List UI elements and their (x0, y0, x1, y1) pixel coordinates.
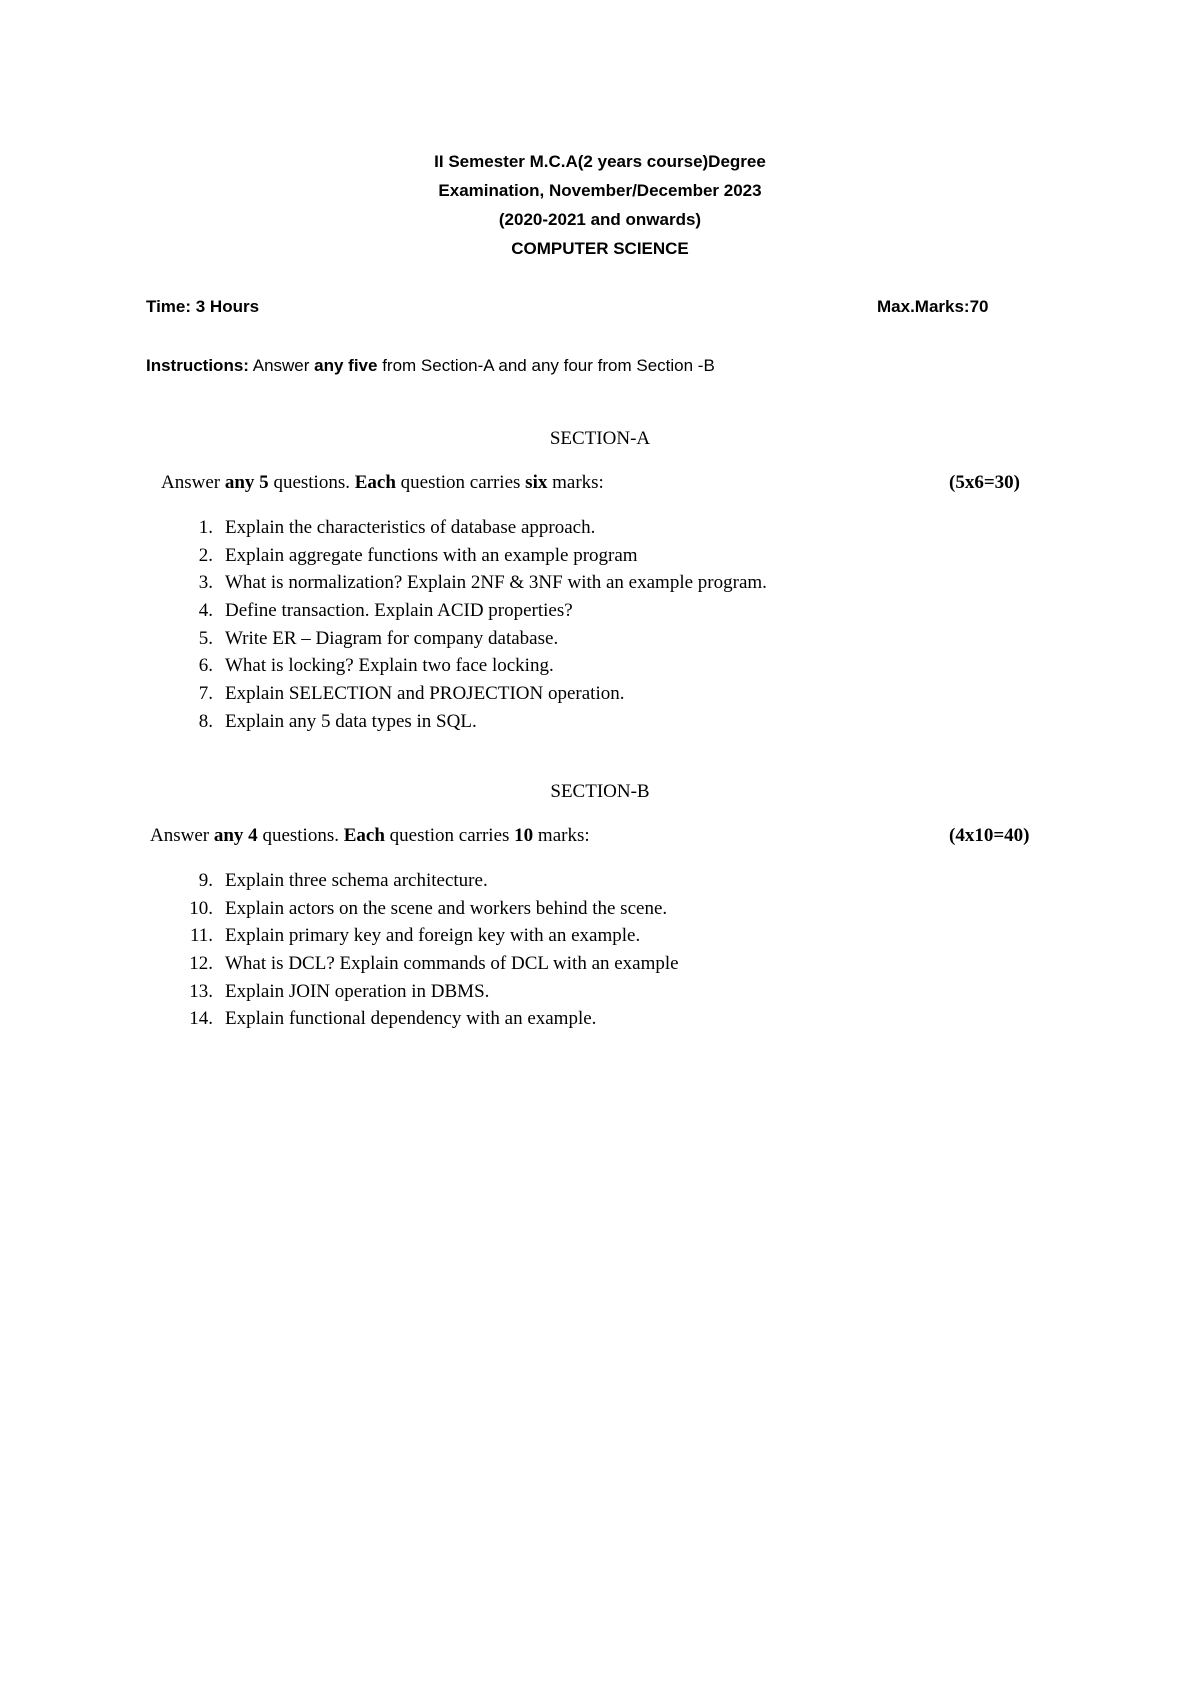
question-number: 3. (198, 572, 213, 594)
question-number: 4. (198, 600, 213, 622)
section-a-marks: (5x6=30) (949, 472, 1020, 493)
question-text: Explain actors on the scene and workers behind the scene. (225, 897, 668, 919)
max-marks: Max.Marks:70 (877, 297, 989, 316)
section-a-question-list (198, 514, 767, 736)
instructions-label: Instructions: (146, 356, 249, 375)
question-text: What is DCL? Explain commands of DCL with an example (225, 953, 679, 975)
header-line-semester: II Semester M.C.A(2 years course)Degree (434, 152, 766, 171)
section-b-title: SECTION-B (550, 781, 650, 802)
section-b-marks: (4x10=40) (949, 825, 1030, 846)
question-number: 8. (198, 710, 213, 732)
question-text: Explain functional dependency with an example. (225, 1008, 597, 1030)
question-number: 9. (198, 870, 213, 891)
question-number: 2. (198, 544, 213, 566)
section-b-instruction: Answer any 4 questions. Each question carries 10 marks: (150, 825, 590, 846)
question-number: 7. (198, 683, 213, 705)
question-text: What is locking? Explain two face locking. (225, 655, 554, 677)
question-item (189, 1005, 679, 1033)
question-number: 10. (189, 897, 213, 919)
question-item (189, 895, 679, 923)
header-line-subject: COMPUTER SCIENCE (511, 239, 689, 258)
section-b-question-list (189, 867, 679, 1033)
instructions (146, 356, 715, 376)
instructions-text-2: from Section-A and any four from Section -B (377, 356, 715, 375)
question-text: What is normalization? Explain 2NF & 3NF with an example program. (225, 572, 767, 594)
question-number: 11. (189, 925, 213, 947)
question-item (198, 867, 679, 895)
question-number: 5. (198, 627, 213, 649)
question-item (198, 625, 767, 653)
exam-header (0, 147, 1200, 263)
question-text: Explain aggregate functions with an example program (225, 544, 638, 566)
question-number: 14. (189, 1008, 213, 1030)
question-item (198, 597, 767, 625)
question-item (189, 950, 679, 978)
question-text: Explain the characteristics of database approach. (225, 517, 596, 538)
question-text: Explain JOIN operation in DBMS. (225, 980, 490, 1002)
header-line-examination: Examination, November/December 2023 (438, 181, 762, 200)
question-number: 13. (189, 980, 213, 1002)
exam-duration: Time: 3 Hours (146, 297, 260, 316)
section-a-title: SECTION-A (549, 428, 651, 449)
question-number: 6. (198, 655, 213, 677)
question-text: Explain any 5 data types in SQL. (225, 710, 477, 732)
question-item (189, 978, 679, 1006)
question-text: Explain primary key and foreign key with an example. (225, 925, 641, 947)
question-number: 1. (198, 517, 213, 538)
header-line-scheme: (2020-2021 and onwards) (498, 210, 702, 229)
question-item (198, 652, 767, 680)
question-text: Explain three schema architecture. (225, 870, 488, 891)
question-item (189, 922, 679, 950)
section-a-instruction: Answer any 5 questions. Each question carries six marks: (161, 472, 604, 493)
question-text: Write ER – Diagram for company database. (225, 627, 559, 649)
question-text: Explain SELECTION and PROJECTION operation. (225, 683, 625, 705)
instructions-emphasis: any five (314, 356, 378, 375)
instructions-text-1: Answer (248, 356, 315, 375)
question-item (198, 542, 767, 570)
question-number: 12. (189, 953, 213, 975)
question-item (198, 514, 767, 542)
question-text: Define transaction. Explain ACID properties? (225, 600, 573, 622)
question-item (198, 708, 767, 736)
question-item (198, 680, 767, 708)
question-item (198, 569, 767, 597)
